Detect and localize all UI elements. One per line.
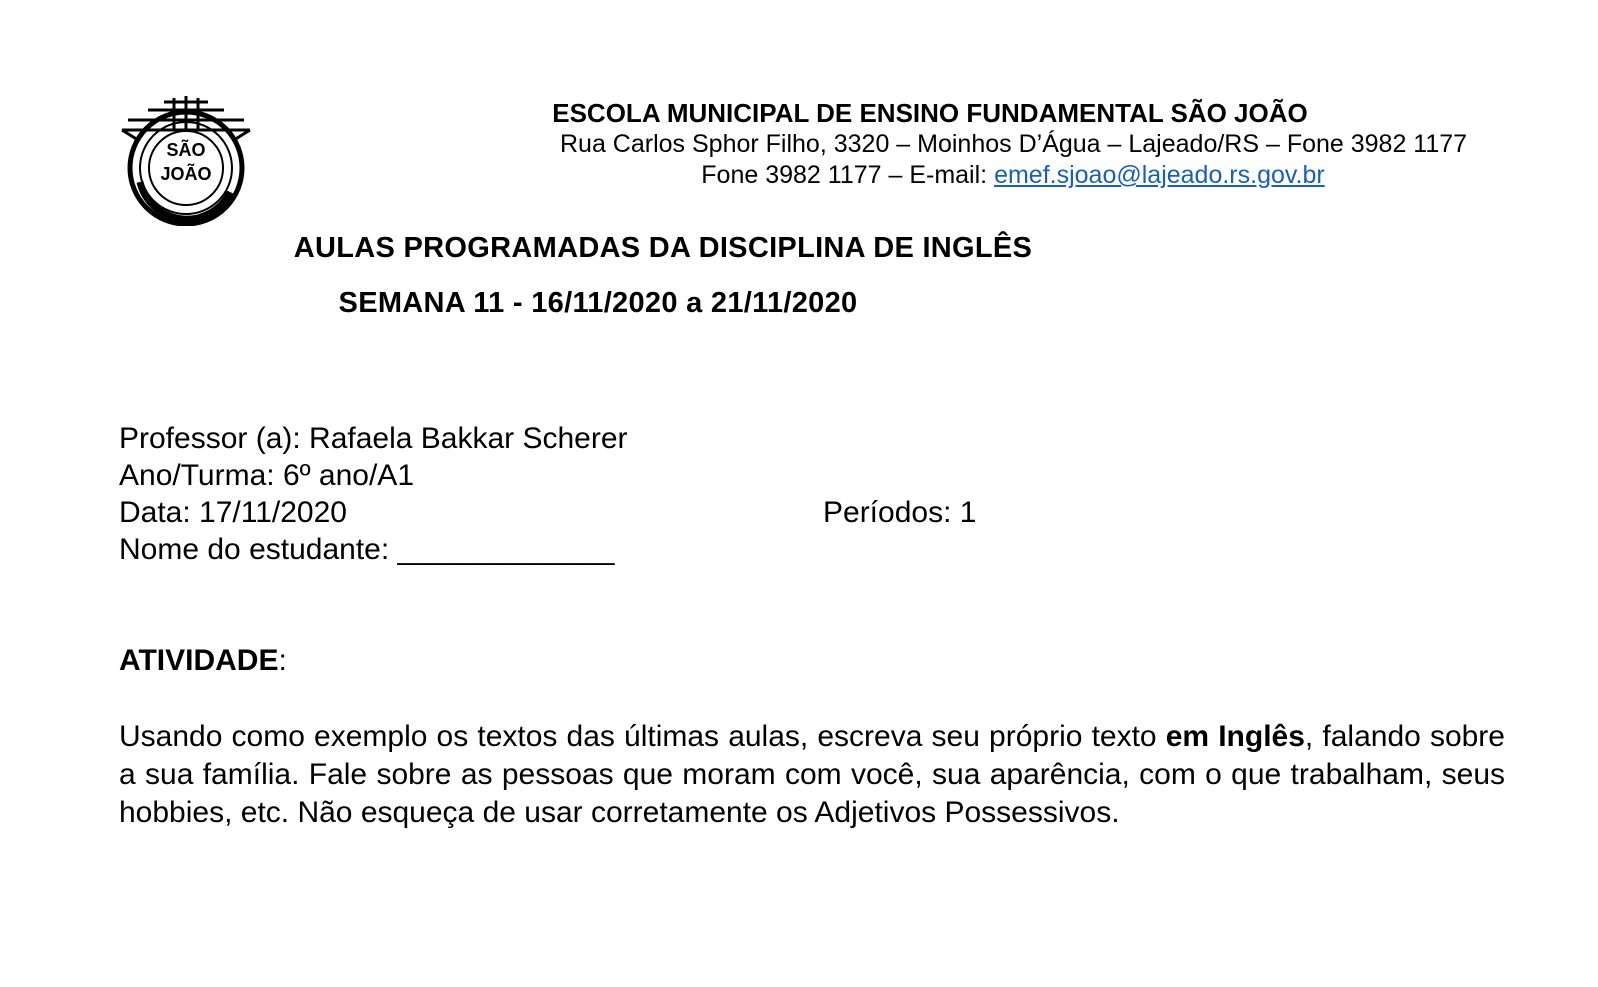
instructions-bold: em Inglês <box>1165 720 1305 753</box>
data-value: Data: 17/11/2020 <box>119 496 347 529</box>
student-name-line: Nome do estudante: _____________ <box>119 533 615 566</box>
periodos-value: Períodos: 1 <box>823 496 977 529</box>
school-address: Rua Carlos Sphor Filho, 3320 – Moinhos D’Água – Lajeado/RS – Fone 3982 1177 <box>560 130 1468 158</box>
ano-turma-line: Ano/Turma: 6º ano/A1 <box>119 459 415 492</box>
document-title: AULAS PROGRAMADAS DA DISCIPLINA DE INGLÊS <box>293 232 1033 264</box>
info-block <box>119 420 977 568</box>
activity-heading-text: ATIVIDADE <box>119 644 279 677</box>
contact-prefix: Fone 3982 1177 – E-mail: <box>701 161 995 189</box>
email-link[interactable]: emef.sjoao@lajeado.rs.gov.br <box>994 161 1325 189</box>
instructions-part-1: Usando como exemplo os textos das últimas aulas, escreva seu próprio texto <box>119 720 1166 753</box>
school-contact <box>626 160 1400 191</box>
week-title: SEMANA 11 - 16/11/2020 a 21/11/2020 <box>338 287 858 319</box>
activity-heading-colon: : <box>278 644 287 677</box>
school-name: ESCOLA MUNICIPAL DE ENSINO FUNDAMENTAL SÃO JOÃO <box>552 98 1308 128</box>
logo-text-bottom: JOÃO <box>160 164 212 184</box>
school-header <box>380 98 1468 191</box>
professor-line: Professor (a): Rafaela Bakkar Scherer <box>119 422 628 455</box>
data-line <box>119 494 977 531</box>
instructions-part-2: , falando sobre a sua família. Fale sobre as pessoas que moram com você, sua aparência, com o que trabalham, seus hobbies, etc. Não esqueça de usar corretamente os Adjetivos Possessivos. <box>119 720 1505 829</box>
activity-instructions <box>119 718 1505 832</box>
school-logo <box>118 96 254 226</box>
logo-text-top: SÃO <box>166 140 206 160</box>
activity-heading <box>119 644 287 678</box>
